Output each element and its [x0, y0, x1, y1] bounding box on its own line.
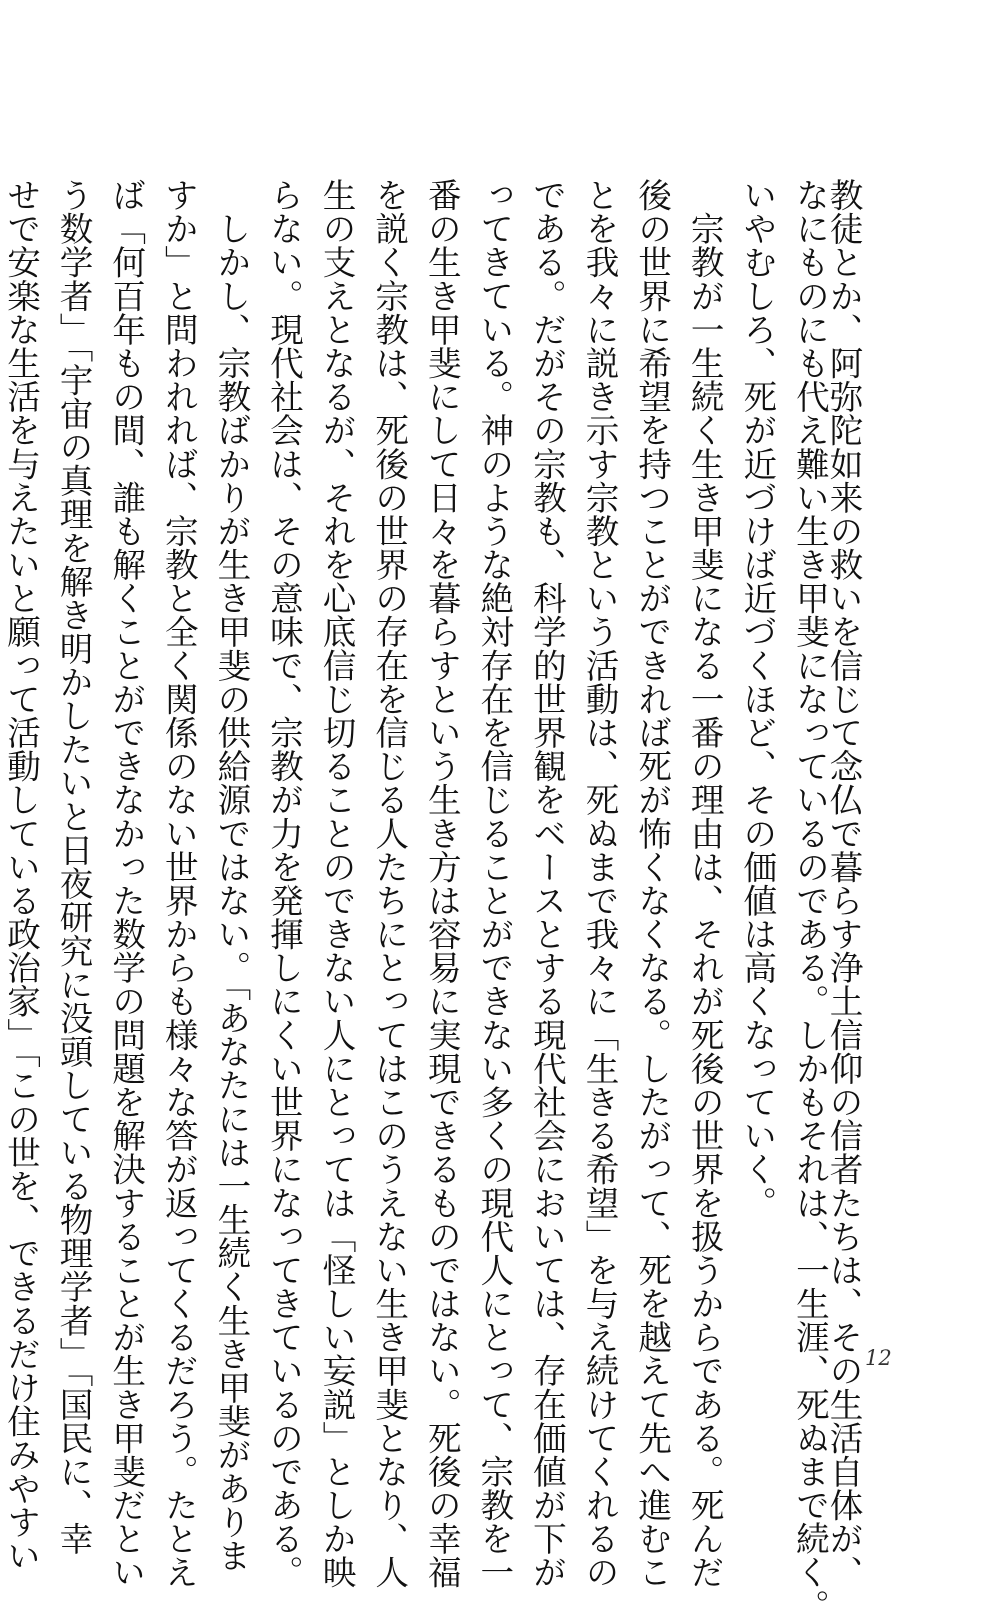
text-column-7: である。だがその宗教も、科学的世界観をベースとする現代社会においては、存在価値が下が: [527, 178, 567, 1589]
text-column-16: う数学者」「宇宙の真理を解き明かしたいと日夜研究に没頭している物理学者」「国民に、幸: [54, 178, 94, 1556]
text-column-8: ってきている。神のような絶対存在を信じることができない多くの現代人にとって、宗教を一: [474, 178, 514, 1589]
page-number: 12: [865, 1346, 892, 1370]
text-column-17: せで安楽な生活を与えたいと願って活動している政治家」「この世を、できるだけ住みやすい: [1, 178, 41, 1572]
text-column-11: 生の支えとなるが、それを心底信じ切ることのできない人にとっては「怪しい妄説」としか映: [317, 178, 357, 1589]
text-column-14: すか」と問われれば、宗教と全く関係のない世界からも様々な答が返ってくるだろう。たとえ: [159, 178, 199, 1589]
text-column-13: しかし、宗教ばかりが生き甲斐の供給源ではない。「あなたには一生続く生き甲斐がありま: [211, 178, 251, 1572]
text-column-1: 教徒とか、阿弥陀如来の救いを信じて念仏で暮らす浄土信仰の信者たちは、その生活自体が、: [824, 178, 863, 1589]
text-column-4: 宗教が一生続く生き甲斐になる一番の理由は、それが死後の世界を扱うからである。死んだ: [685, 178, 725, 1589]
text-column-2: なにものにも代え難い生き甲斐になっているのである。しかもそれは、一生涯、死ぬまで続く。: [790, 178, 830, 1622]
text-column-15: ば「何百年もの間、誰も解くことができなかった数学の問題を解決することが生き甲斐だとい: [106, 178, 146, 1589]
text-column-5: 後の世界に希望を持つことができれば死が怖くなくなる。したがって、死を越えて先へ進むこ: [632, 178, 672, 1589]
text-column-6: とを我々に説き示す宗教という活動は、死ぬまで我々に「生きる希望」を与え続けてくれるの: [580, 178, 620, 1589]
text-column-3: いやむしろ、死が近づけば近づくほど、その価値は高くなっていく。: [737, 178, 777, 1220]
text-column-12: らない。現代社会は、その意味で、宗教が力を発揮しにくい世界になってきているのである。: [264, 178, 304, 1589]
vertical-text-body: [1, 178, 863, 1622]
text-column-9: 番の生き甲斐にして日々を暮らすという生き方は容易に実現できるものではない。死後の幸福: [422, 178, 462, 1589]
text-column-10: を説く宗教は、死後の世界の存在を信じる人たちにとってはこのうえない生き甲斐となり、人: [369, 178, 409, 1589]
